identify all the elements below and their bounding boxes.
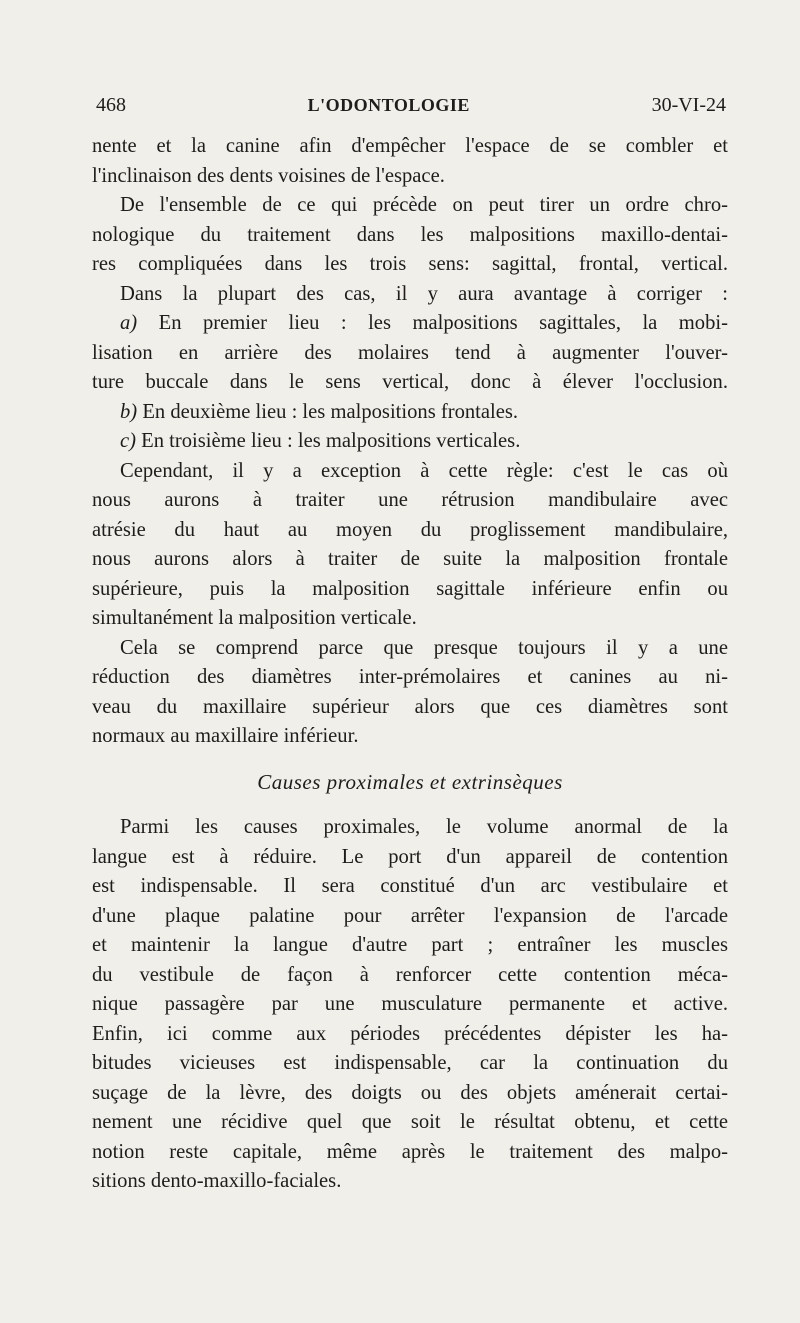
text-line: notion reste capitale, même après le traitement des malpo- bbox=[92, 1140, 728, 1163]
text-line: nente et la canine afin d'empêcher l'espace de se combler et bbox=[92, 135, 728, 157]
text-line: simultanément la malposition verticale. bbox=[92, 607, 417, 629]
text-line: nement une récidive quel que soit le résultat obtenu, et cette bbox=[92, 1111, 728, 1133]
page-number: 468 bbox=[96, 94, 126, 116]
text-line: Enfin, ici comme aux périodes précédentes dépister les ha- bbox=[92, 1022, 728, 1045]
text-line: suçage de la lèvre, des doigts ou des objets aménerait certai- bbox=[92, 1081, 728, 1104]
issue-date: 30-VI-24 bbox=[651, 94, 726, 116]
text-line: du vestibule de façon à renforcer cette contention méca- bbox=[92, 963, 728, 986]
text-line: Dans la plupart des cas, il y aura avantage à corriger : bbox=[120, 282, 728, 305]
text-line: supérieure, puis la malposition sagittale inférieure enfin ou bbox=[92, 577, 728, 600]
text-line: atrésie du haut au moyen du proglissement mandibulaire, bbox=[92, 518, 728, 541]
list-marker: c) bbox=[120, 430, 136, 452]
text-line: nous aurons à traiter une rétrusion mandibulaire avec bbox=[92, 489, 728, 511]
section-heading: Causes proximales et extrinsèques bbox=[257, 769, 563, 794]
text-line: d'une plaque palatine pour arrêter l'expansion de l'arcade bbox=[92, 904, 728, 927]
list-item-b bbox=[92, 398, 728, 428]
text-line: est indispensable. Il sera constitué d'un arc vestibulaire et bbox=[92, 875, 728, 897]
text-line: veau du maxillaire supérieur alors que ces diamètres sont bbox=[92, 695, 728, 718]
text-line: l'inclinaison des dents voisines de l'espace. bbox=[92, 164, 445, 187]
text-line: nous aurons alors à traiter de suite la malposition frontale bbox=[92, 548, 728, 570]
list-marker: a) bbox=[120, 312, 138, 334]
text-line: réduction des diamètres inter-prémolaires et canines au ni- bbox=[92, 666, 728, 688]
list-marker: b) bbox=[120, 400, 138, 423]
text-line: Cependant, il y a exception à cette règle: c'est le cas où bbox=[120, 459, 728, 482]
list-item-c bbox=[92, 427, 728, 457]
text-line: res compliquées dans les trois sens: sagittal, frontal, vertical. bbox=[92, 253, 728, 275]
journal-title: L'ODONTOLOGIE bbox=[307, 95, 470, 115]
text-line: lisation en arrière des molaires tend à augmenter l'ouver- bbox=[92, 341, 728, 364]
text-line: En premier lieu : les malpositions sagittales, la mobi- bbox=[158, 312, 728, 334]
text-line: bitudes vicieuses est indispensable, car la continuation du bbox=[92, 1052, 728, 1074]
running-header bbox=[96, 94, 726, 117]
text-line: langue est à réduire. Le port d'un appareil de contention bbox=[92, 845, 728, 868]
text-line: nique passagère par une musculature permanente et active. bbox=[92, 993, 728, 1015]
text-line: nologique du traitement dans les malpositions maxillo-dentai- bbox=[92, 223, 728, 246]
text-line: En deuxième lieu : les malpositions frontales. bbox=[142, 400, 519, 423]
text-line: et maintenir la langue d'autre part ; entraîner les muscles bbox=[92, 934, 728, 956]
body-text bbox=[92, 132, 728, 1197]
text-line: Cela se comprend parce que presque toujours il y a une bbox=[120, 636, 728, 659]
text-line: En troisième lieu : les malpositions verticales. bbox=[141, 430, 521, 452]
text-line: De l'ensemble de ce qui précède on peut tirer un ordre chro- bbox=[120, 194, 728, 216]
list-item-a bbox=[92, 309, 728, 339]
text-line: normaux au maxillaire inférieur. bbox=[92, 725, 359, 747]
text-line: Parmi les causes proximales, le volume anormal de la bbox=[120, 816, 728, 838]
text-line: ture buccale dans le sens vertical, donc à élever l'occlusion. bbox=[92, 371, 728, 393]
text-line: sitions dento-maxillo-faciales. bbox=[92, 1170, 342, 1192]
